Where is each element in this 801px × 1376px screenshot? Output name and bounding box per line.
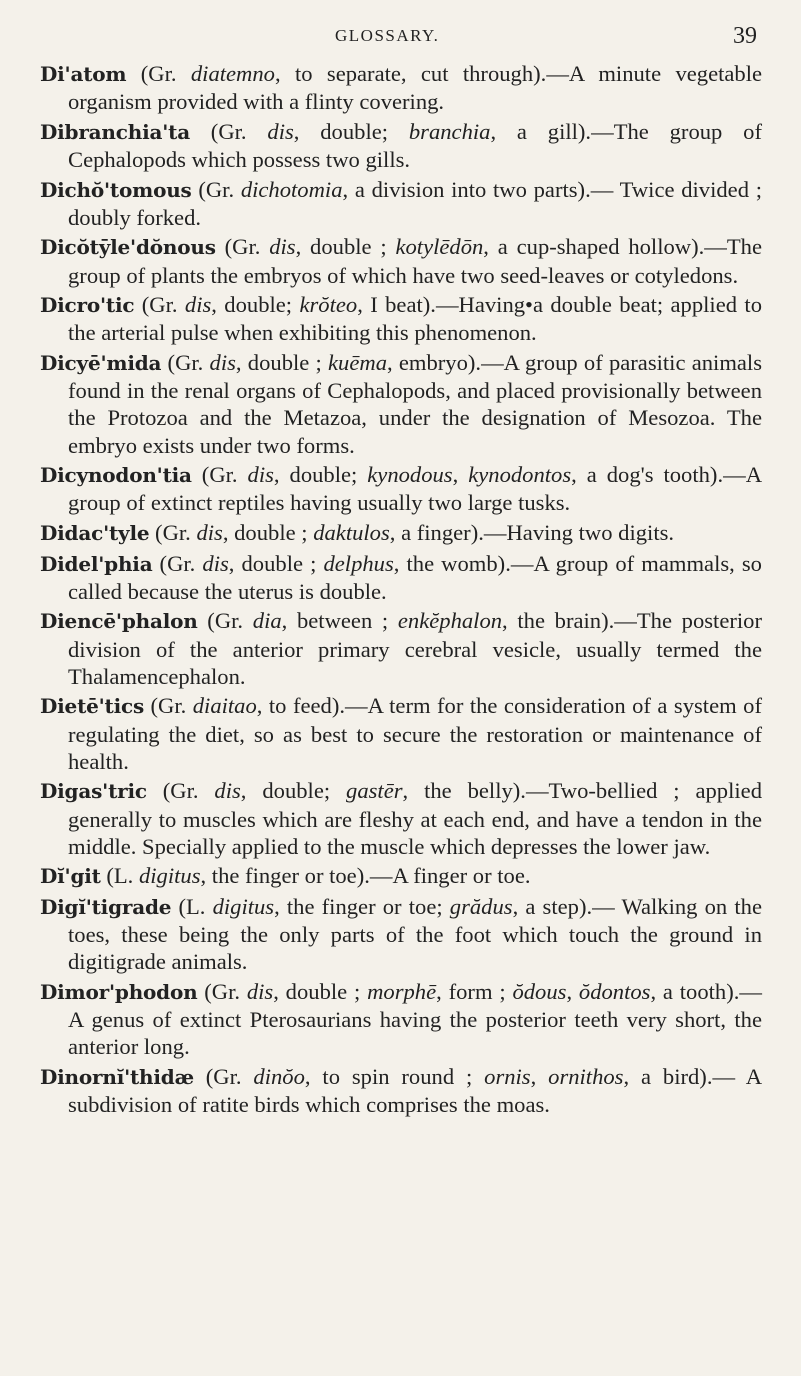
etymology-text: , double ; — [295, 234, 396, 260]
entry-definition: —A group of parasitic animals found in the renal organs of Cephalopods, and placed provisionally between the Protozoa and the Metazoa, under the designation of Mesozoa. The embryo exists under two forms. — [68, 349, 762, 458]
etymology-term: kuēma — [328, 349, 387, 375]
etymology-text: Gr. — [214, 608, 253, 634]
etymology-text: , to separate, cut through). — [274, 61, 547, 86]
etymology-term: krŏteo — [299, 292, 358, 318]
running-head — [0, 20, 801, 50]
etymology-text: Gr. — [148, 61, 191, 86]
entry-headword: Dicyē'mida — [40, 350, 162, 375]
entry-definition: —A genus of extinct Pterosaurians having the posterior teeth very short, the anterior long. — [68, 978, 762, 1060]
glossary-entry: Dibranchia'ta (Gr. dis, double; branchia, a gill).—The group of Cephalopods which possess two gills. — [40, 118, 762, 172]
etymology-term: daktulos — [313, 519, 390, 545]
glossary-entry: Digas'tric (Gr. dis, double; gastēr, the belly).—Two-bellied ; applied generally to muscles which are fleshy at each end, and have a tendon in the middle. Specially applied to the muscle which depresses the lower jaw. — [40, 778, 762, 859]
etymology-text: , a finger). — [389, 519, 484, 545]
entry-etymology — [175, 350, 481, 375]
etymology-term: digitus — [212, 893, 275, 919]
entry-etymology — [148, 61, 546, 86]
etymology-text: , a division into two parts). — [342, 176, 591, 202]
etymology-term: kynodous — [367, 462, 453, 488]
glossary-entry: Dicyē'mida (Gr. dis, double ; kuēma, embryo).—A group of parasitic animals found in the renal organs of Cephalopods, and placed provisionally between the Protozoa and the Metazoa, under the designation of Mesozoa. The embryo exists under two forms. — [40, 349, 762, 458]
entry-headword: Digas'tric — [40, 779, 147, 804]
etymology-text: Gr. — [167, 550, 203, 576]
etymology-text: , the finger or toe; — [274, 893, 450, 919]
glossary-entry: Diencē'phalon (Gr. dia, between ; enkĕphalon, the brain).—The posterior division of the anterior primary cerebral vesicle, usually termed the Thalamencephalon. — [40, 608, 762, 689]
entry-etymology — [206, 177, 591, 202]
etymology-term: diatemno — [190, 61, 275, 86]
entry-headword: Dichŏ'tomous — [40, 177, 192, 202]
glossary-entry: Dimor'phodon (Gr. dis, double ; morphē, form ; ŏdous, ŏdontos, a tooth).—A genus of extinct Pterosaurians having the posterior teeth very short, the anterior long. — [40, 978, 762, 1060]
etymology-text: , the womb). — [393, 550, 511, 576]
page-header-title: GLOSSARY. — [335, 26, 440, 45]
etymology-term: dinŏo — [253, 1063, 305, 1089]
entry-headword: Dietē'tics — [40, 694, 145, 719]
etymology-term: dis — [196, 519, 223, 545]
entry-definition: — Walking on the toes, these being the only parts of the foot which touch the ground in digitigrade animals. — [68, 893, 762, 975]
etymology-text: Gr. — [170, 778, 215, 804]
entry-etymology — [209, 462, 723, 487]
entry-etymology — [163, 520, 484, 545]
glossary-entry: Dinornĭ'thidæ (Gr. dinŏo, to spin round ; ornis, ornithos, a bird).— A subdivision of ratite birds which comprises the moas. — [40, 1063, 763, 1118]
etymology-text: Gr. — [162, 519, 197, 545]
etymology-term: dia — [252, 608, 282, 634]
entry-definition: —A term for the consideration of a system of regulating the diet, so as best to secure the restoration or maintenance of health. — [68, 693, 762, 774]
etymology-text: L. — [185, 893, 213, 919]
entry-etymology — [149, 292, 436, 317]
etymology-text: , double; — [293, 118, 409, 144]
entry-headword: Dĭ'git — [40, 864, 101, 889]
etymology-text: Gr. — [211, 978, 247, 1004]
entry-etymology — [218, 119, 591, 144]
etymology-term: dichotomia — [240, 176, 343, 202]
etymology-text: , between ; — [281, 608, 398, 634]
entry-etymology — [186, 894, 592, 919]
etymology-text: , the belly). — [402, 778, 526, 804]
glossary-entry: Dicynodon'tia (Gr. dis, double; kynodous, kynodontos, a dog's tooth).—A group of extinct reptiles having usually two large tusks. — [40, 462, 763, 516]
etymology-text: Gr. — [175, 349, 210, 375]
etymology-text: , double; — [211, 292, 300, 318]
etymology-text: L. — [113, 863, 139, 889]
etymology-term: digitus — [138, 863, 201, 889]
entry-etymology — [170, 778, 526, 803]
etymology-term: morphē — [367, 978, 437, 1004]
etymology-text: , I beat). — [357, 292, 436, 318]
etymology-term: branchia — [408, 118, 491, 144]
etymology-text: Gr. — [158, 693, 193, 719]
entry-headword: Didac'tyle — [40, 520, 150, 545]
etymology-term: kotylēdōn — [395, 234, 484, 260]
entry-etymology — [213, 1064, 712, 1089]
etymology-text: Gr. — [218, 118, 268, 144]
etymology-term: gastēr — [346, 778, 403, 804]
entry-definition: —A finger or toe. — [369, 863, 531, 889]
glossary-entry: Dicro'tic (Gr. dis, double; krŏteo, I beat).—Having•a double beat; applied to the arterial pulse when exhibiting this phenomenon. — [40, 292, 762, 346]
etymology-term: diaitao — [192, 693, 257, 719]
etymology-text: , a bird). — [623, 1063, 713, 1089]
glossary-entry: Didac'tyle (Gr. dis, double ; daktulos, a finger).—Having two digits. — [40, 519, 675, 545]
etymology-term: dis — [214, 778, 241, 804]
etymology-term: dis — [247, 462, 274, 488]
etymology-text: , double ; — [222, 519, 314, 545]
etymology-text: , a step). — [512, 893, 593, 919]
etymology-term: delphus — [323, 550, 394, 576]
etymology-text: Gr. — [213, 1063, 254, 1089]
etymology-term: kynodontos — [468, 462, 572, 488]
etymology-text: Gr. — [205, 176, 241, 202]
etymology-text: , embryo). — [387, 349, 482, 375]
entry-definition: —Having two digits. — [483, 519, 675, 545]
etymology-text: , — [566, 978, 579, 1004]
glossary-entry: Digĭ'tigrade (L. digitus, the finger or toe; grădus, a step).— Walking on the toes, these being the only parts of the foot which touch the ground in digitigrade animals. — [40, 893, 762, 975]
entry-headword: Di'atom — [40, 62, 127, 86]
etymology-term: ŏdous — [512, 978, 567, 1004]
glossary-entries — [40, 60, 762, 1121]
etymology-term: dis — [202, 550, 229, 576]
etymology-text: , double ; — [273, 978, 368, 1004]
entry-headword: Dicŏtȳle'dŏnous — [40, 235, 216, 260]
entry-headword: Diencē'phalon — [40, 609, 198, 634]
entry-etymology — [212, 979, 740, 1004]
etymology-text: Gr. — [209, 462, 248, 488]
etymology-text: , form ; — [436, 978, 513, 1004]
etymology-term: ornis — [484, 1063, 531, 1089]
glossary-entry: Di'atom (Gr. diatemno, to separate, cut through).—A minute vegetable organism provided with a flinty covering. — [40, 61, 763, 115]
entry-etymology — [167, 551, 511, 576]
etymology-text: , a dog's tooth). — [571, 462, 724, 488]
page-number: 39 — [733, 23, 757, 49]
entry-headword: Dinornĭ'thidæ — [40, 1064, 194, 1089]
entry-headword: Dicro'tic — [40, 293, 135, 318]
glossary-entry: Dĭ'git (L. digitus, the finger or toe).—A finger or toe. — [40, 863, 531, 889]
etymology-text: , a cup-shaped hollow). — [483, 234, 705, 260]
entry-headword: Didel'phia — [40, 551, 153, 576]
glossary-entry: Dietē'tics (Gr. diaitao, to feed).—A term for the consideration of a system of regulating the diet, so as best to secure the restoration or maintenance of health. — [40, 693, 762, 774]
etymology-term: enkĕphalon — [397, 608, 503, 634]
etymology-text: , double; — [273, 462, 368, 488]
entry-headword: Digĭ'tigrade — [40, 894, 172, 919]
entry-definition: —Two-bellied ; applied generally to muscles which are fleshy at each end, and have a tendon in the middle. Specially applied to the muscle which depresses the lower jaw. — [68, 778, 762, 859]
entry-etymology — [158, 693, 345, 718]
entry-etymology — [114, 863, 370, 888]
etymology-text: , double; — [240, 778, 347, 804]
etymology-term: ornithos — [548, 1063, 624, 1089]
entry-definition: —The posterior division of the anterior primary cerebral vesicle, usually termed the Thalamencephalon. — [68, 608, 762, 689]
glossary-entry: Dichŏ'tomous (Gr. dichotomia, a division into two parts).— Twice divided ; doubly forked. — [40, 176, 762, 230]
entry-definition: —Having•a double beat; applied to the arterial pulse when exhibiting this phenomenon. — [68, 292, 762, 346]
etymology-text: , a gill). — [490, 118, 592, 144]
etymology-term: dis — [269, 234, 296, 260]
etymology-term: grădus — [449, 893, 513, 919]
etymology-text: , — [452, 462, 469, 488]
etymology-text: Gr. — [149, 292, 185, 318]
etymology-text: , the finger or toe). — [200, 863, 370, 889]
entry-definition: — A subdivision of ratite birds which comprises the moas. — [68, 1063, 763, 1118]
entry-definition: —The group of plants the embryos of which have two seed-leaves or cotyledons. — [68, 234, 762, 288]
etymology-text: , to feed). — [256, 693, 346, 719]
glossary-entry: Didel'phia (Gr. dis, double ; delphus, the womb).—A group of mammals, so called because the uterus is double. — [40, 550, 762, 604]
etymology-text: , — [530, 1063, 549, 1089]
entry-etymology — [232, 234, 704, 259]
glossary-entry: Dicŏtȳle'dŏnous (Gr. dis, double ; kotylēdōn, a cup-shaped hollow).—The group of plants the embryos of which have two seed-leaves or cotyledons. — [40, 234, 762, 288]
etymology-text: , double ; — [235, 349, 329, 375]
etymology-term: dis — [246, 978, 274, 1004]
etymology-text: Gr. — [232, 234, 270, 260]
entry-headword: Dimor'phodon — [40, 979, 198, 1004]
entry-definition: —A group of extinct reptiles having usually two large tusks. — [68, 462, 763, 516]
etymology-text: , the brain). — [502, 608, 615, 634]
entry-definition: —A minute vegetable organism provided with a flinty covering. — [68, 61, 763, 115]
entry-definition: —The group of Cephalopods which possess two gills. — [68, 118, 762, 172]
entry-etymology — [215, 608, 614, 633]
entry-headword: Dibranchia'ta — [40, 119, 190, 144]
entry-definition: —A group of mammals, so called because the uterus is double. — [68, 550, 762, 604]
etymology-text: , to spin round ; — [304, 1063, 485, 1089]
etymology-text: , double ; — [228, 550, 324, 576]
etymology-term: dis — [209, 349, 236, 375]
etymology-term: dis — [184, 292, 212, 318]
etymology-text: , a tooth). — [650, 978, 740, 1004]
entry-headword: Dicynodon'tia — [40, 463, 192, 488]
etymology-term: dis — [267, 118, 294, 144]
entry-definition: — Twice divided ; doubly forked. — [68, 176, 762, 230]
etymology-term: ŏdontos — [578, 978, 651, 1004]
